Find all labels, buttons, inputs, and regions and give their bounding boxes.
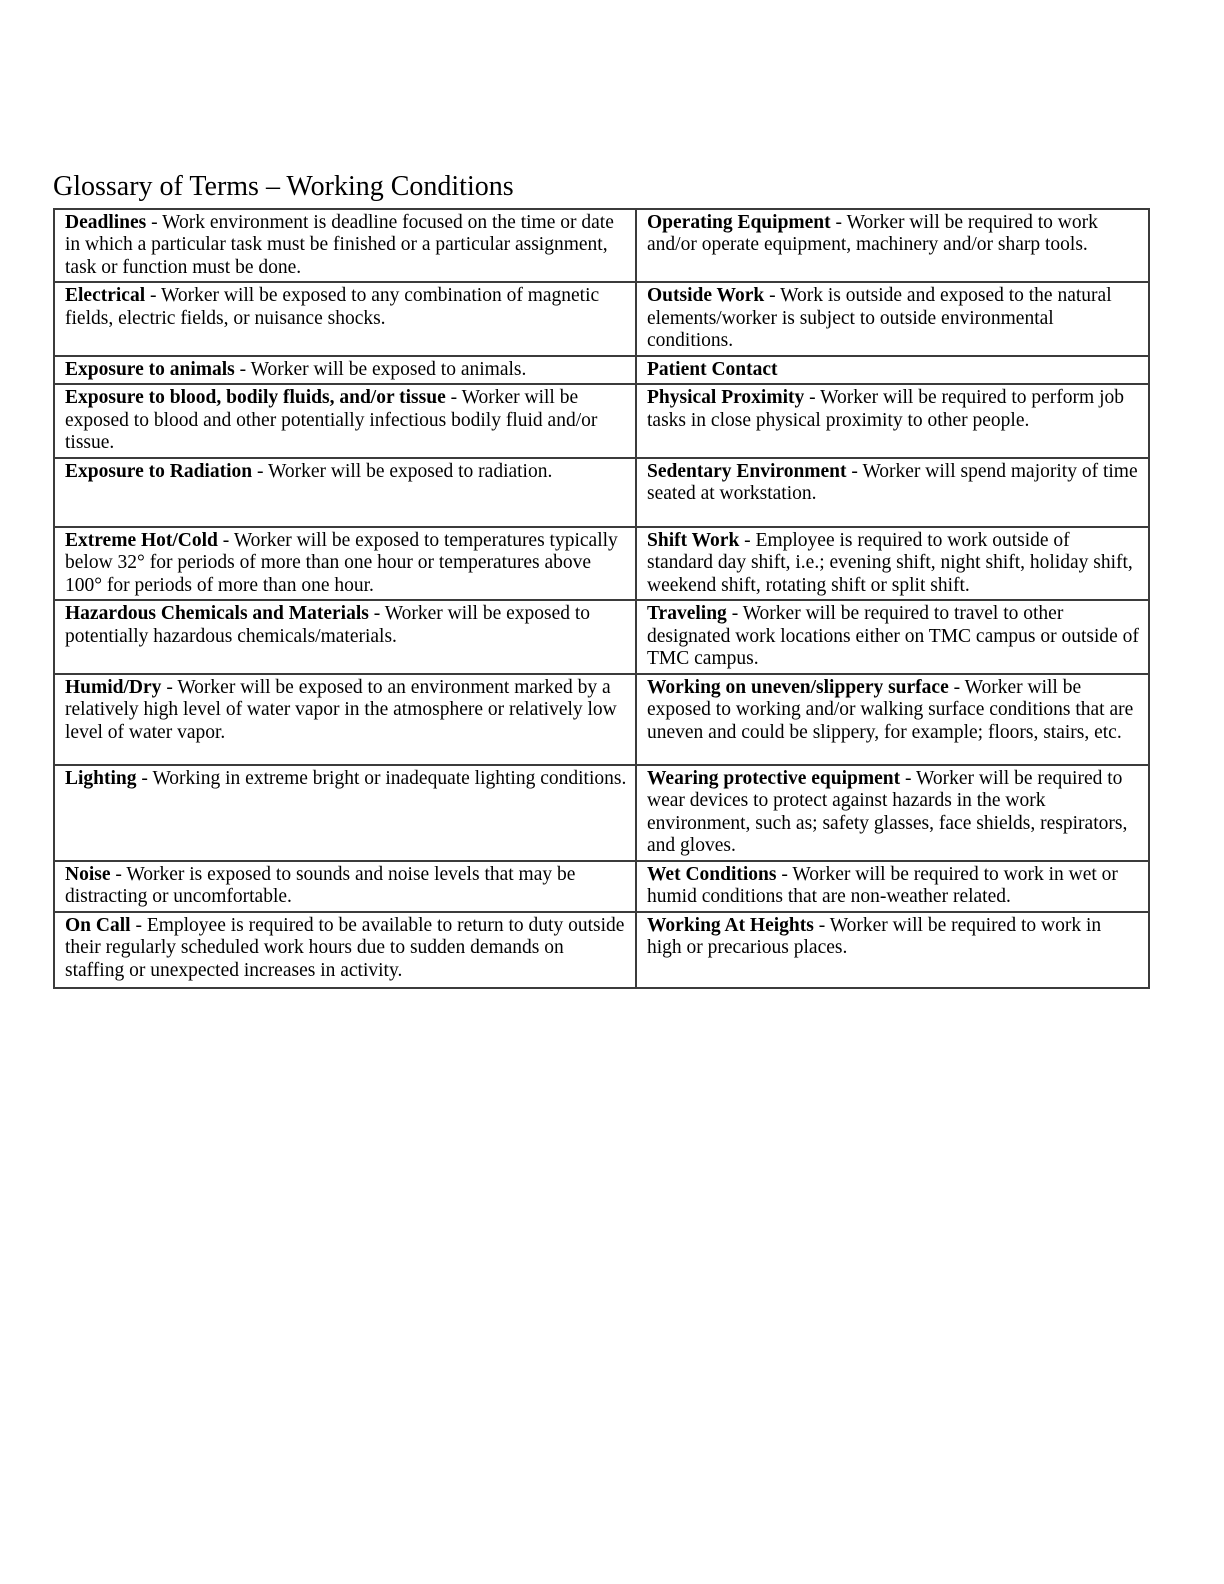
definition: Work environment is deadline focused on the time or date in which a particular task must be finished or a particular assignment, task or function must be done.	[65, 211, 614, 278]
cell-electrical	[54, 282, 636, 356]
separator: -	[145, 285, 162, 307]
separator: -	[234, 358, 251, 380]
separator: -	[130, 914, 147, 936]
separator: -	[830, 211, 847, 233]
term: Working At Heights	[647, 914, 814, 936]
cell-shift-work	[636, 527, 1149, 601]
term: Operating Equipment	[647, 211, 831, 233]
term: Noise	[65, 863, 111, 885]
definition: Worker will be required to work in high or precarious places.	[647, 914, 1102, 959]
definition: Worker will be exposed to working and/or walking surface conditions that are uneven and could be slippery, for example; floors, stairs, etc.	[647, 676, 1134, 743]
term: Shift Work	[647, 529, 740, 551]
term: Patient Contact	[647, 358, 778, 380]
table-row	[54, 674, 1149, 765]
definition: Worker will be exposed to temperatures typically below 32° for periods of more than one hour or temperatures above 100° for periods of more than one hour.	[65, 529, 618, 596]
definition: Working in extreme bright or inadequate lighting conditions.	[152, 767, 627, 789]
table-row	[54, 600, 1149, 674]
table-row	[54, 356, 1149, 385]
cell-patient-contact	[636, 356, 1149, 385]
separator: -	[739, 529, 756, 551]
definition: Worker will be exposed to potentially hazardous chemicals/materials.	[65, 603, 591, 647]
cell-traveling	[636, 600, 1149, 674]
definition: Worker will be required to work and/or operate equipment, machinery and/or sharp tools.	[647, 211, 1098, 256]
cell-deadlines	[54, 209, 636, 283]
cell-hazardous-chemicals	[54, 600, 636, 674]
cell-operating-equipment	[636, 209, 1149, 283]
definition: Worker will be exposed to blood and other potentially infectious bodily fluid and/or tissue.	[65, 387, 598, 454]
table-row	[54, 209, 1149, 283]
table-row	[54, 282, 1149, 356]
table-row	[54, 527, 1149, 601]
separator: -	[136, 767, 153, 789]
cell-on-call	[54, 912, 636, 988]
cell-extreme-hot-cold	[54, 527, 636, 601]
cell-physical-proximity	[636, 384, 1149, 458]
term: Lighting	[65, 767, 137, 789]
cell-sedentary-environment	[636, 458, 1149, 527]
definition: Work is outside and exposed to the natural elements/worker is subject to outside environmental conditions.	[647, 285, 1112, 352]
table-row	[54, 384, 1149, 458]
term: Extreme Hot/Cold	[65, 529, 218, 551]
separator: -	[776, 863, 793, 885]
term: Humid/Dry	[65, 676, 162, 698]
definition: Worker will be required to travel to other designated work locations either on TMC campus or outside of TMC campus.	[647, 603, 1139, 670]
term: Hazardous Chemicals and Materials	[65, 603, 369, 625]
definition: Worker will be exposed to animals.	[250, 358, 527, 380]
term: Exposure to animals	[65, 358, 235, 380]
table-row	[54, 861, 1149, 912]
definition: Worker will be exposed to radiation.	[268, 460, 553, 482]
term: Traveling	[647, 603, 727, 625]
cell-exposure-to-radiation	[54, 458, 636, 527]
definition: Worker is exposed to sounds and noise levels that may be distracting or uncomfortable.	[65, 863, 576, 908]
separator: -	[445, 387, 462, 409]
term: Exposure to Radiation	[65, 460, 253, 482]
cell-working-at-heights	[636, 912, 1149, 988]
term: Physical Proximity	[647, 387, 805, 409]
term: Sedentary Environment	[647, 460, 847, 482]
separator: -	[764, 285, 781, 307]
separator: -	[846, 460, 863, 482]
definition: Worker will spend majority of time seated at workstation.	[647, 460, 1138, 505]
definition: Worker will be required to perform job tasks in close physical proximity to other people.	[647, 387, 1124, 431]
term: On Call	[65, 914, 131, 936]
glossary-table	[53, 208, 1150, 989]
separator: -	[804, 387, 821, 409]
separator: -	[948, 676, 965, 698]
cell-noise	[54, 861, 636, 912]
term: Outside Work	[647, 285, 765, 307]
term: Working on uneven/slippery surface	[647, 676, 949, 698]
cell-outside-work	[636, 282, 1149, 356]
cell-exposure-to-blood	[54, 384, 636, 458]
table-row	[54, 912, 1149, 988]
cell-uneven-slippery-surface	[636, 674, 1149, 765]
separator: -	[217, 529, 234, 551]
term: Wearing protective equipment	[647, 767, 901, 789]
page-title: Glossary of Terms – Working Conditions	[53, 171, 514, 202]
table-row	[54, 458, 1149, 527]
table-row	[54, 765, 1149, 861]
definition: Employee is required to be available to return to duty outside their regularly scheduled work hours due to sudden demands on staffing or unexpected increases in activity.	[65, 914, 625, 981]
cell-lighting	[54, 765, 636, 861]
term: Deadlines	[65, 211, 147, 233]
separator: -	[368, 603, 385, 625]
separator: -	[161, 676, 178, 698]
cell-exposure-to-animals	[54, 356, 636, 385]
term: Wet Conditions	[647, 863, 777, 885]
separator: -	[252, 460, 268, 482]
definition: Employee is required to work outside of standard day shift, i.e.; evening shift, night shift, holiday shift, weekend shift, rotating shift or split shift.	[647, 529, 1133, 596]
term: Electrical	[65, 285, 146, 307]
definition: Worker will be required to work in wet or humid conditions that are non-weather related.	[647, 863, 1118, 908]
definition: Worker will be exposed to any combination of magnetic fields, electric fields, or nuisance shocks.	[65, 285, 600, 329]
cell-humid-dry	[54, 674, 636, 765]
separator: -	[726, 603, 743, 625]
definition: Worker will be required to wear devices to protect against hazards in the work environment, such as; safety glasses, face shields, respirators, and gloves.	[647, 767, 1128, 857]
cell-wearing-protective-equipment	[636, 765, 1149, 861]
separator: -	[900, 767, 917, 789]
term: Exposure to blood, bodily fluids, and/or tissue	[65, 387, 446, 409]
separator: -	[110, 863, 127, 885]
separator: -	[146, 211, 163, 233]
separator: -	[813, 914, 830, 936]
definition: Worker will be exposed to an environment marked by a relatively high level of water vapor in the atmosphere or relatively low level of water vapor.	[65, 676, 617, 743]
cell-wet-conditions	[636, 861, 1149, 912]
